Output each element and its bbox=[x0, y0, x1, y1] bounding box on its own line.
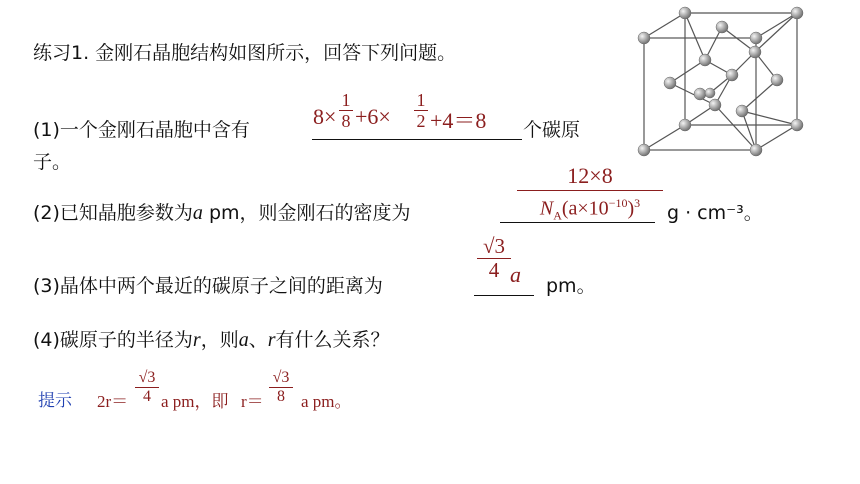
question-2-unit-text: pm，则金刚石的密度为 bbox=[202, 202, 411, 224]
question-2-suffix: g · cm⁻³。 bbox=[667, 202, 763, 224]
question-4-text bbox=[33, 328, 390, 352]
hint-part-4: a pm。 bbox=[301, 392, 352, 411]
hint-part-1: 2r＝ bbox=[97, 392, 129, 411]
answer-3 bbox=[477, 236, 537, 296]
fraction-denominator: 4 bbox=[143, 388, 151, 405]
fraction-numerator: 1 bbox=[416, 90, 426, 110]
variable-a: a bbox=[192, 202, 203, 224]
answer-blank-2 bbox=[500, 222, 655, 223]
fraction-numerator: √3 bbox=[482, 234, 506, 258]
variable-r: r bbox=[192, 329, 201, 351]
diamond-unit-cell-illustration bbox=[630, 5, 810, 160]
variable-r: r bbox=[267, 329, 276, 351]
fraction-numerator: √3 bbox=[272, 369, 290, 386]
separator: 、 bbox=[248, 329, 268, 351]
exponent-3: 3 bbox=[634, 196, 641, 210]
question-1-suffix: 个碳原 bbox=[523, 119, 581, 141]
answer-blank-1 bbox=[312, 139, 522, 140]
question-1-text: (1)一个金刚石晶胞中含有 bbox=[33, 119, 250, 141]
question-3-text: (3)晶体中两个最近的碳原子之间的距离为 bbox=[33, 275, 383, 297]
question-4-label: (4)碳原子的半径为 bbox=[33, 329, 193, 351]
answer-1-fraction-1 bbox=[339, 91, 353, 130]
question-4-mid: ，则 bbox=[200, 329, 239, 351]
fraction-denominator: 2 bbox=[416, 111, 426, 131]
answer-2 bbox=[517, 163, 663, 228]
question-2-label: (2)已知晶胞参数为 bbox=[33, 202, 193, 224]
question-2-text bbox=[33, 201, 411, 225]
question-4-tail: 有什么关系？ bbox=[275, 329, 390, 351]
fraction-denominator: 8 bbox=[341, 111, 351, 131]
denominator-base: (a×10 bbox=[561, 197, 609, 220]
question-3-suffix: pm。 bbox=[546, 275, 596, 297]
answer-1-fraction-2 bbox=[414, 91, 428, 130]
exercise-title: 练习1. 金刚石晶胞结构如图所示，回答下列问题。 bbox=[33, 42, 457, 64]
denominator-close: ) bbox=[627, 197, 635, 220]
hint-label: 提示 bbox=[38, 391, 72, 411]
fraction-denominator: 4 bbox=[488, 258, 500, 282]
hint-part-3: r＝ bbox=[241, 392, 264, 411]
symbol-N: N bbox=[539, 197, 554, 220]
answer-3-fraction bbox=[477, 236, 511, 281]
exponent-minus-10: −10 bbox=[608, 196, 628, 210]
answer-2-numerator: 12×8 bbox=[567, 163, 613, 188]
answer-1-term-a: 8× bbox=[313, 104, 337, 129]
hint-formula bbox=[97, 370, 367, 418]
variable-a: a bbox=[238, 329, 249, 351]
subscript-A: A bbox=[553, 208, 562, 223]
fraction-numerator: 1 bbox=[341, 90, 351, 110]
fraction-numerator: √3 bbox=[138, 369, 156, 386]
hint-fraction-2 bbox=[269, 370, 293, 405]
answer-1-term-b: +6× bbox=[355, 104, 391, 129]
hint-part-2: a pm，即 bbox=[161, 392, 229, 411]
hint-fraction-1 bbox=[135, 370, 159, 405]
answer-blank-3 bbox=[474, 295, 534, 296]
fraction-denominator: 8 bbox=[277, 388, 285, 405]
answer-1-term-c: +4＝8 bbox=[430, 108, 487, 133]
question-1-line2: 子。 bbox=[33, 151, 72, 173]
variable-a: a bbox=[510, 262, 521, 287]
